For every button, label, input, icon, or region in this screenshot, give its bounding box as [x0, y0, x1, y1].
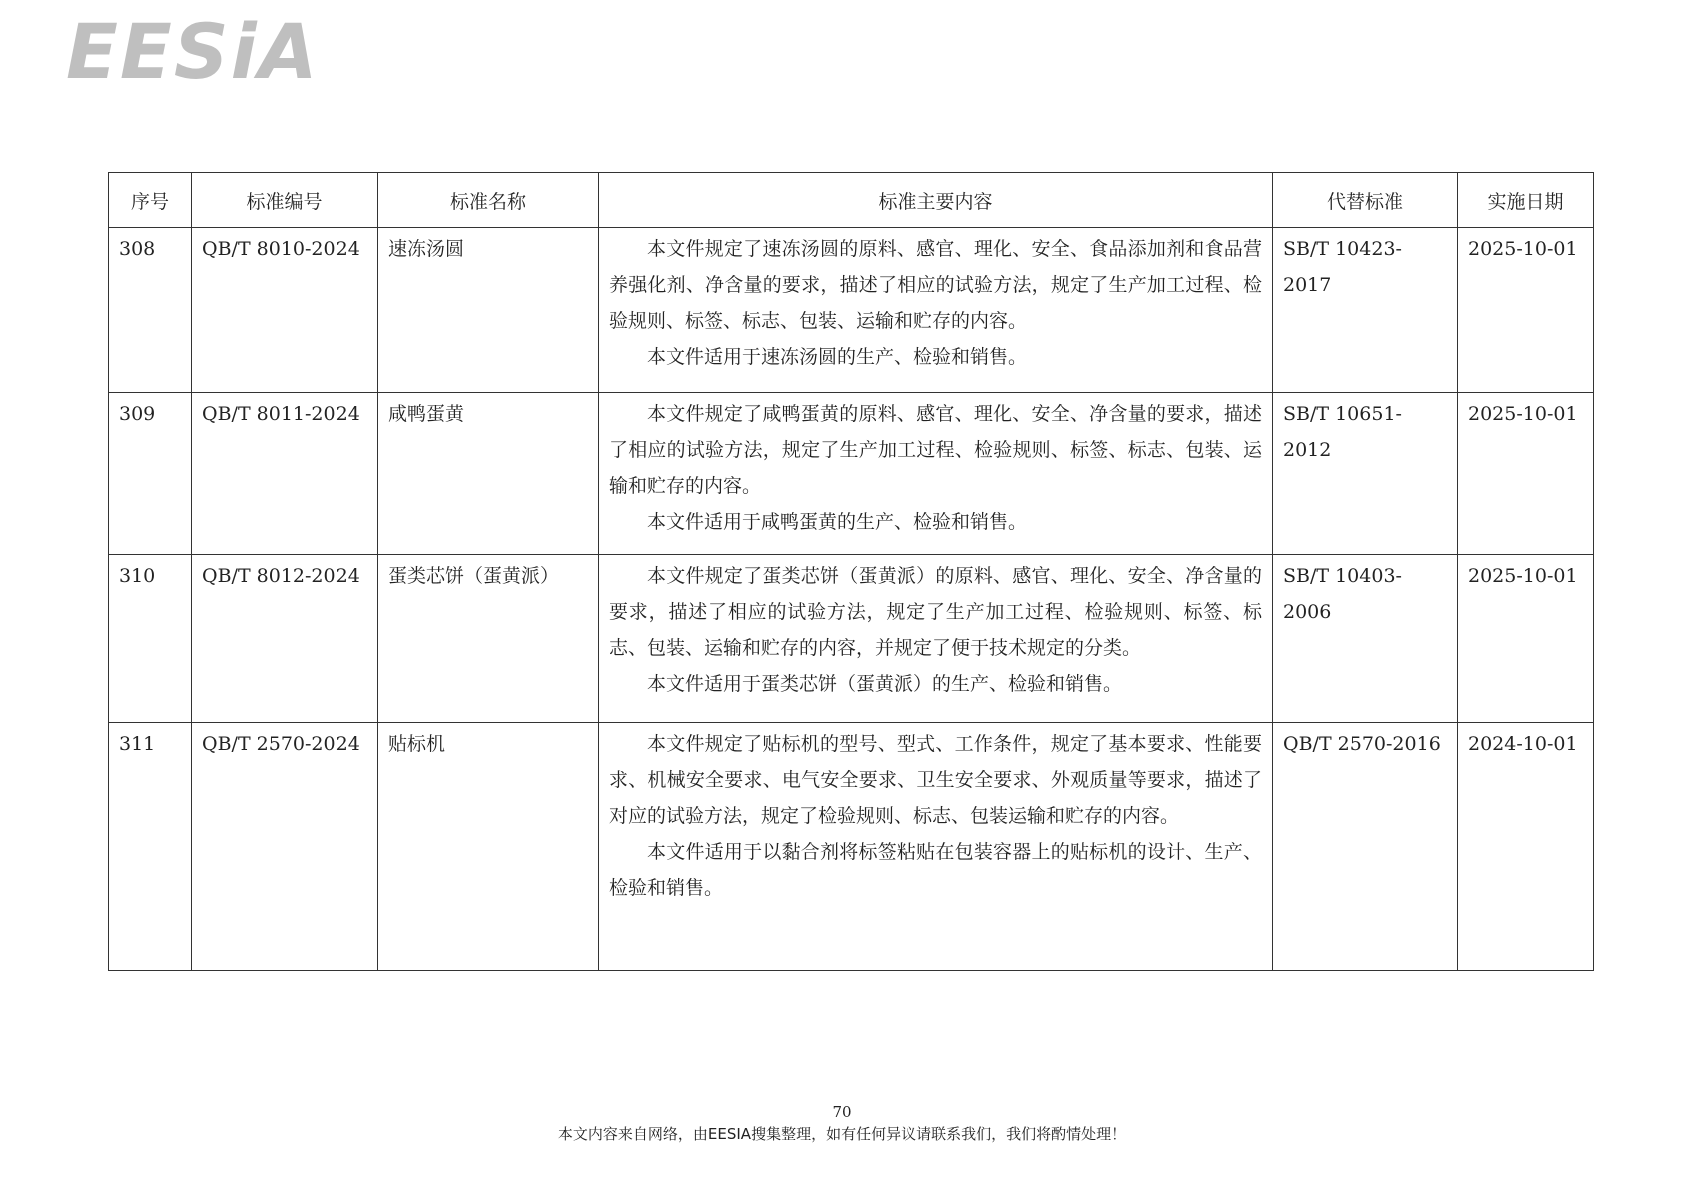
header-name: 标准名称 [378, 173, 599, 228]
standards-table [108, 172, 1594, 971]
cell-name: 速冻汤圆 [378, 228, 599, 393]
header-content: 标准主要内容 [599, 173, 1273, 228]
content-paragraph: 本文件适用于速冻汤圆的生产、检验和销售。 [647, 346, 1028, 368]
cell-serial: 310 [109, 555, 192, 723]
cell-name: 咸鸭蛋黄 [378, 393, 599, 555]
page-number: 70 [832, 1103, 852, 1121]
table-row [109, 555, 1594, 723]
cell-content [599, 228, 1273, 393]
cell-code: QB/T 2570-2024 [192, 723, 378, 971]
header-date: 实施日期 [1458, 173, 1594, 228]
cell-content [599, 555, 1273, 723]
cell-date: 2025-10-01 [1458, 555, 1594, 723]
content-paragraph: 本文件规定了咸鸭蛋黄的原料、感官、理化、安全、净含量的要求，描述了相应的试验方法，规定了生产加工过程、检验规则、标签、标志、包装、运输和贮存的内容。 [609, 403, 1262, 497]
cell-name: 蛋类芯饼（蛋黄派） [378, 555, 599, 723]
table-row [109, 723, 1594, 971]
cell-serial: 311 [109, 723, 192, 971]
cell-date: 2024-10-01 [1458, 723, 1594, 971]
cell-replaces: SB/T 10423-2017 [1273, 228, 1458, 393]
cell-date: 2025-10-01 [1458, 393, 1594, 555]
table-header-row [109, 173, 1594, 228]
header-serial: 序号 [109, 173, 192, 228]
cell-serial: 309 [109, 393, 192, 555]
cell-code: QB/T 8011-2024 [192, 393, 378, 555]
header-code: 标准编号 [192, 173, 378, 228]
cell-name: 贴标机 [378, 723, 599, 971]
cell-replaces: SB/T 10651-2012 [1273, 393, 1458, 555]
table-row [109, 393, 1594, 555]
content-paragraph: 本文件规定了速冻汤圆的原料、感官、理化、安全、食品添加剂和食品营养强化剂、净含量的要求，描述了相应的试验方法，规定了生产加工过程、检验规则、标签、标志、包装、运输和贮存的内容。 [609, 238, 1262, 332]
cell-code: QB/T 8012-2024 [192, 555, 378, 723]
content-paragraph: 本文件适用于咸鸭蛋黄的生产、检验和销售。 [647, 511, 1028, 533]
eesia-logo: EESiA [66, 7, 320, 96]
cell-serial: 308 [109, 228, 192, 393]
content-paragraph: 本文件规定了贴标机的型号、型式、工作条件，规定了基本要求、性能要求、机械安全要求、电气安全要求、卫生安全要求、外观质量等要求，描述了对应的试验方法，规定了检验规则、标志、包装运输和贮存的内容。 [609, 733, 1262, 827]
table-row [109, 228, 1594, 393]
cell-content [599, 393, 1273, 555]
cell-content [599, 723, 1273, 971]
cell-code: QB/T 8010-2024 [192, 228, 378, 393]
content-paragraph: 本文件适用于蛋类芯饼（蛋黄派）的生产、检验和销售。 [647, 673, 1123, 695]
footer-disclaimer: 本文内容来自网络，由EESIA搜集整理，如有任何异议请联系我们，我们将酌情处理！ [557, 1125, 1127, 1143]
cell-replaces: SB/T 10403-2006 [1273, 555, 1458, 723]
cell-replaces: QB/T 2570-2016 [1273, 723, 1458, 971]
header-replaces: 代替标准 [1273, 173, 1458, 228]
content-paragraph: 本文件适用于以黏合剂将标签粘贴在包装容器上的贴标机的设计、生产、检验和销售。 [609, 841, 1262, 899]
cell-date: 2025-10-01 [1458, 228, 1594, 393]
content-paragraph: 本文件规定了蛋类芯饼（蛋黄派）的原料、感官、理化、安全、净含量的要求，描述了相应的试验方法，规定了生产加工过程、检验规则、标签、标志、包装、运输和贮存的内容，并规定了便于技术规定的分类。 [609, 565, 1262, 659]
